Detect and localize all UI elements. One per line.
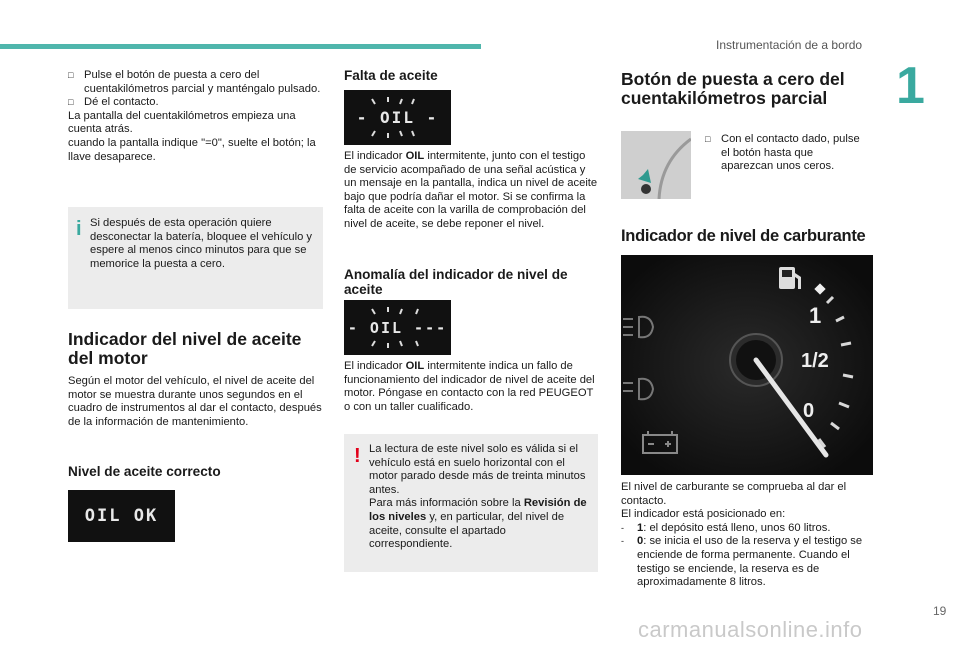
paragraph: La pantalla del cuentakilómetros empieza una cuenta atrás. [68,109,296,136]
header-accent-bar [0,44,481,49]
oil-ok-display: OIL OK [68,490,175,542]
reset-heading-wrap [621,70,876,108]
fuel-gauge-icon [621,255,873,475]
oil-ok-heading-wrap [68,464,326,479]
oil-level-text: Según el motor del vehículo, el nivel de aceite del motor se muestra durante unos segundos en el cuadro de instrumentos al dar el contacto, después de la información de mantenimiento. [68,375,322,428]
reset-button-photo [621,131,691,199]
oil-anomaly-display: - OIL --- [344,300,451,355]
gauge-label-empty: 0 [803,400,815,422]
section-heading: Botón de puesta a cero del cuentakilómetros parcial [621,69,845,108]
section-heading: Indicador de nivel de carburante [621,227,866,245]
section-title: Instrumentación de a bordo [716,38,863,52]
fuel-text: El nivel de carburante se comprueba al dar el contacto. El indicador está posicionado en: - 1: el depósito está lleno, unos 60 litros. - 0: se inicia el uso de la reserva y el testigo se enciende de forma permanente. Cuando el testigo se enciende, la reserva es de aproximadamente 8 litros. [621,481,877,590]
square-bullet-icon: □ [68,97,74,108]
paragraph: cuando la pantalla indique "=0", suelte el botón; la llave desaparece. [68,136,316,163]
info-box [68,207,323,309]
square-bullet-icon: □ [68,70,74,80]
fuel-gauge-photo [621,255,873,475]
subsection-heading: Anomalía del indicador de nivel de aceite [344,267,568,297]
chapter-number: 1 [896,57,925,115]
column-1 [68,69,324,164]
subsection-heading: Falta de aceite [344,68,438,83]
info-text: Si después de esta operación quiere desconectar la batería, bloquee el vehículo y espere al menos cinco minutos para que se memorice la puesta a cero. [90,217,313,270]
watermark: carmanualsonline.info [638,617,863,642]
list-item: □ Pulse el botón de puesta a cero del cuentakilómetros parcial y manténgalo pulsado. [68,69,321,95]
page-number: 19 [933,604,947,618]
gauge-label-half: 1/2 [801,350,829,372]
gauge-label-full: 1 [809,303,822,328]
lack-heading-wrap [344,68,600,83]
list-item: - 0: se inicia el uso de la reserva y el testigo se enciende de forma permanente. Cuando el testigo se enciende, la reserva es de aproximadamente 8 litros. [621,535,863,589]
anomaly-heading-wrap [344,267,598,297]
lack-text: El indicador OIL intermitente, junto con el testigo de servicio acompañado de una señal acústica y un mensaje en la pantalla, indica un nivel de aceite bajo que podría dañar el motor. Si se confirma la falta de aceite con la varilla de comprobación del nivel de aceite, se debe reponer el nivel. [344,150,598,230]
oil-lack-display: - OIL - [344,90,451,145]
list-item: □ Dé el contacto. [68,96,159,109]
oil-level-section [68,330,326,368]
info-icon: i [76,218,82,240]
warning-text: La lectura de este nivel solo es válida si el vehículo está en suelo horizontal con el motor parado desde más de treinta minutos antes. Para más información sobre la Revisión de los niveles y, en particular, del nivel de aceite, consulte el apartado correspondiente. [369,443,587,551]
anomaly-text: El indicador OIL intermitente indica un fallo de funcionamiento del indicador de nivel de aceite del motor. Póngase en contacto con la red PEUGEOT o con un taller cualificado. [344,360,595,413]
warning-icon: ! [354,445,361,467]
section-heading: Indicador del nivel de aceite del motor [68,329,302,368]
square-bullet-icon: □ [705,134,711,144]
reset-button-icon [621,131,691,199]
subsection-heading: Nivel de aceite correcto [68,464,221,479]
warning-box [344,434,598,572]
fuel-heading-wrap [621,227,879,246]
list-item: - 1: el depósito está lleno, unos 60 litros. [621,521,831,534]
reset-instruction: □ Con el contacto dado, pulse el botón hasta que aparezcan unos ceros. [705,133,860,173]
